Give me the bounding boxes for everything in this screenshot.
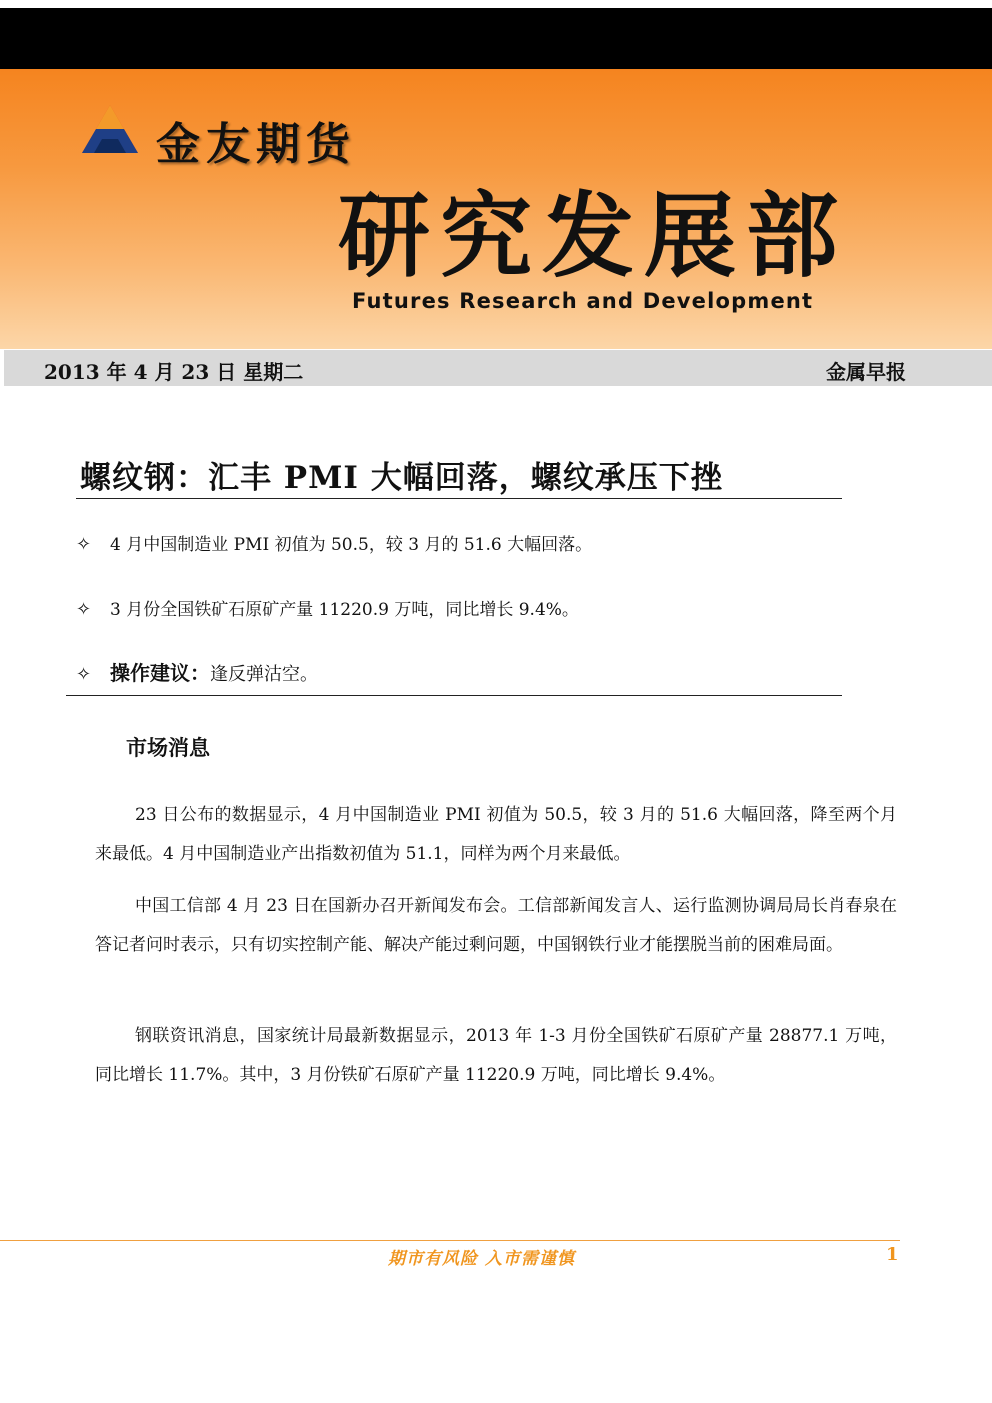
recommendation-label: 操作建议： bbox=[110, 661, 210, 685]
department-title: 研究发展部 bbox=[338, 182, 849, 290]
news-paragraph: 钢联资讯消息，国家统计局最新数据显示，2013 年 1-3 月份全国铁矿石原矿产量 28877.1 万吨，同比增长 11.7%。其中，3 月份铁矿石原矿产量 11220.9 万吨，同比增长 9.4%。 bbox=[95, 1026, 897, 1085]
company-logo-icon bbox=[80, 103, 140, 155]
news-paragraph: 23 日公布的数据显示，4 月中国制造业 PMI 初值为 50.5，较 3 月的 51.6 大幅回落，降至两个月来最低。4 月中国制造业产出指数初值为 51.1，同样为两个月来最低。 bbox=[95, 805, 897, 864]
recommendation-text: 逢反弹沽空。 bbox=[210, 664, 318, 685]
star-outline-icon: ✧ bbox=[76, 534, 92, 555]
summary-bullet bbox=[76, 595, 579, 620]
report-date: 2013 年 4 月 23 日 星期二 bbox=[44, 360, 304, 384]
news-paragraph: 中国工信部 4 月 23 日在国新办召开新闻发布会。工信部新闻发言人、运行监测协调局局长肖春泉在答记者问时表示，只有切实控制产能、解决产能过剩问题，中国钢铁行业才能摆脱当前的困难局面。 bbox=[95, 896, 897, 955]
footer-divider bbox=[0, 1240, 900, 1241]
headline: 螺纹钢：汇丰 PMI 大幅回落，螺纹承压下挫 bbox=[80, 460, 723, 496]
report-type: 金属早报 bbox=[826, 360, 906, 384]
brand-name: 金友期货 bbox=[156, 119, 356, 170]
recommendation-bullet bbox=[76, 657, 318, 686]
bullet-text: 3 月份全国铁矿石原矿产量 11220.9 万吨，同比增长 9.4%。 bbox=[110, 600, 579, 620]
page-number: 1 bbox=[886, 1244, 899, 1265]
star-outline-icon: ✧ bbox=[76, 664, 92, 685]
date-bar bbox=[4, 350, 992, 386]
bullet-text: 4 月中国制造业 PMI 初值为 50.5，较 3 月的 51.6 大幅回落。 bbox=[110, 535, 593, 555]
summary-divider bbox=[66, 695, 842, 696]
star-outline-icon: ✧ bbox=[76, 599, 92, 620]
section-title: 市场消息 bbox=[126, 735, 210, 760]
headline-divider bbox=[76, 498, 842, 499]
top-black-bar bbox=[0, 8, 992, 69]
summary-bullet bbox=[76, 530, 592, 555]
footer-slogan: 期市有风险 入市需谨慎 bbox=[388, 1249, 575, 1269]
department-subtitle: Futures Research and Development bbox=[352, 289, 814, 313]
